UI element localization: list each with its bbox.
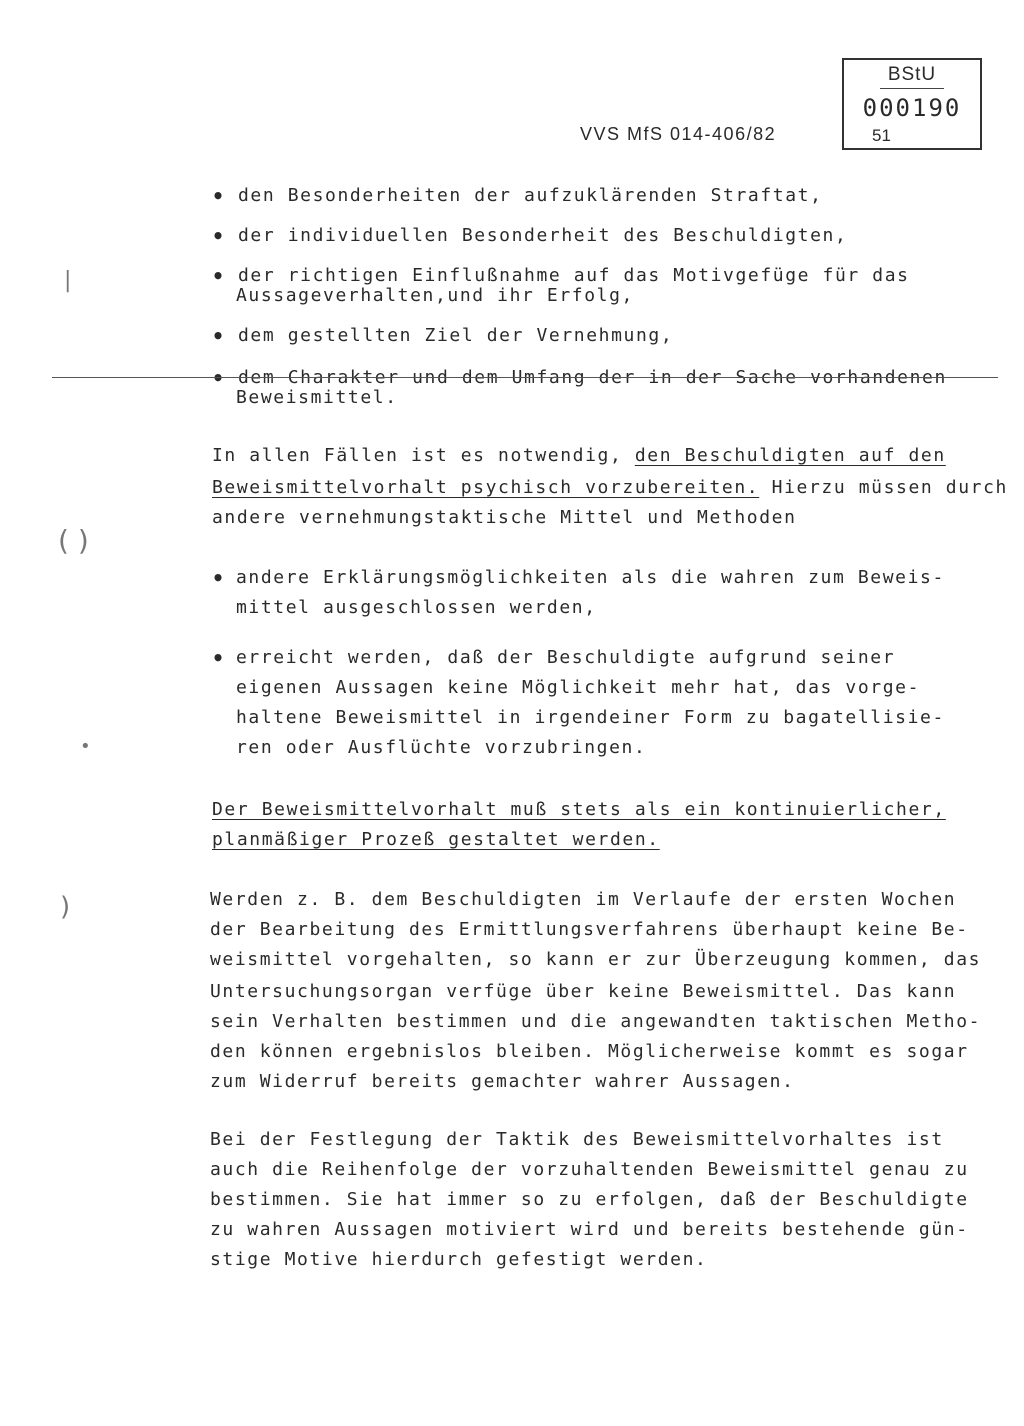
para1-line2 xyxy=(212,478,1008,498)
para1-line2-end: Hierzu müssen durch xyxy=(771,477,1008,498)
para3-line7: zum Widerruf bereits gemachter wahrer Aussagen. xyxy=(210,1071,795,1092)
para3-line4: Untersuchungsorgan verfüge über keine Beweismittel. Das kann xyxy=(210,981,957,1002)
archive-stamp xyxy=(842,58,982,150)
list1-item-1: den Besonderheiten der aufzuklärenden Straftat, xyxy=(238,185,823,206)
list1-item-3-line2: Aussageverhalten,und ihr Erfolg, xyxy=(236,285,634,306)
stray-rule xyxy=(52,377,998,378)
document-reference: VVS MfS 014-406/82 xyxy=(580,124,777,144)
para4-line5: stige Motive hierdurch gefestigt werden. xyxy=(210,1249,708,1270)
stamp-divider xyxy=(880,88,944,89)
list1-item-5-line2: Beweismittel. xyxy=(236,387,398,408)
margin-tick: | xyxy=(64,268,72,293)
stamp-number: 000190 xyxy=(862,94,962,122)
list1-item-3-line1: der richtigen Einflußnahme auf das Motivgefüge für das xyxy=(238,265,910,286)
list2-item-2-line2: eigenen Aussagen keine Möglichkeit mehr hat, das vorge- xyxy=(236,677,921,698)
para1-line1-start: In allen Fällen ist es notwendig, xyxy=(212,445,623,466)
list2-item-1-line1: andere Erklärungsmöglichkeiten als die wahren zum Beweis- xyxy=(236,567,945,588)
list2-item-2-line1: erreicht werden, daß der Beschuldigte aufgrund seiner xyxy=(236,647,896,668)
para4-line1: Bei der Festlegung der Taktik des Beweismittelvorhaltes ist xyxy=(210,1129,944,1150)
para1-line1 xyxy=(212,446,946,466)
bullet-mark: • xyxy=(212,366,225,390)
para1-line3: andere vernehmungstaktische Mittel und Methoden xyxy=(212,507,797,528)
bullet-mark: • xyxy=(212,184,225,208)
list1-item-2: der individuellen Besonderheit des Beschuldigten, xyxy=(238,225,848,246)
page-number: 51 xyxy=(872,126,891,145)
para4-line2: auch die Reihenfolge der vorzuhaltenden Beweismittel genau zu xyxy=(210,1159,969,1180)
list1-item-4: dem gestellten Ziel der Vernehmung, xyxy=(238,325,674,346)
para3-line1: Werden z. B. dem Beschuldigten im Verlaufe der ersten Wochen xyxy=(210,889,957,910)
bullet-mark: • xyxy=(212,566,225,590)
para2-line2: planmäßiger Prozeß gestaltet werden. xyxy=(212,829,660,850)
para2-line1: Der Beweismittelvorhalt muß stets als ein kontinuierlicher, xyxy=(212,799,946,820)
bullet-mark: • xyxy=(212,646,225,670)
punch-hole-mark: ( ) xyxy=(58,524,89,557)
para3-line6: den können ergebnislos bleiben. Möglicherweise kommt es sogar xyxy=(210,1041,969,1062)
list2-item-1-line2: mittel ausgeschlossen werden, xyxy=(236,597,597,618)
stamp-label: BStU xyxy=(887,64,937,85)
margin-dot: • xyxy=(80,736,91,757)
list1-item-5-line1: dem Charakter und dem Umfang der in der Sache vorhandenen xyxy=(238,367,947,388)
bullet-mark: • xyxy=(212,264,225,288)
list2-item-2-line4: ren oder Ausflüchte vorzubringen. xyxy=(236,737,647,758)
para3-line2: der Bearbeitung des Ermittlungsverfahrens überhaupt keine Be- xyxy=(210,919,969,940)
para4-line3: bestimmen. Sie hat immer so zu erfolgen, daß der Beschuldigte xyxy=(210,1189,969,1210)
para4-line4: zu wahren Aussagen motiviert wird und bereits bestehende gün- xyxy=(210,1219,969,1240)
list2-item-2-line3: haltene Beweismittel in irgendeiner Form zu bagatellisie- xyxy=(236,707,945,728)
bullet-mark: • xyxy=(212,224,225,248)
punch-hole-mark: ) xyxy=(60,892,71,922)
para1-line2-underlined: Beweismittelvorhalt psychisch vorzubereiten. xyxy=(212,477,760,498)
para1-line1-underlined: den Beschuldigten auf den xyxy=(634,445,946,466)
para3-line5: sein Verhalten bestimmen und die angewandten taktischen Metho- xyxy=(210,1011,982,1032)
bullet-mark: • xyxy=(212,324,225,348)
para3-line3: weismittel vorgehalten, so kann er zur Überzeugung kommen, das xyxy=(210,949,982,970)
